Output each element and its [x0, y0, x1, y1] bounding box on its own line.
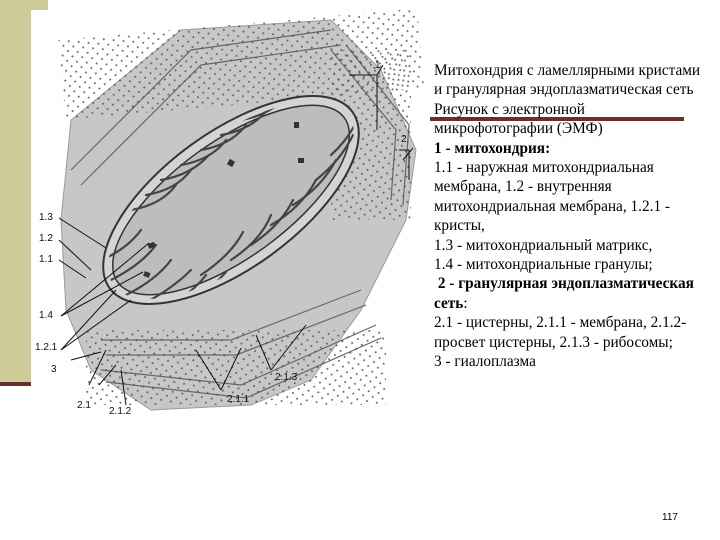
- caption-section2-heading: 2 - гранулярная эндоплазматическая сеть: [434, 275, 694, 312]
- mitochondria-illustration: [31, 10, 427, 435]
- label-1-1: 1.1: [39, 254, 53, 265]
- label-3: 3: [51, 364, 57, 375]
- label-1-4: 1.4: [39, 310, 53, 321]
- label-1: 1: [375, 60, 381, 71]
- label-2-1-1: 2.1.1: [227, 394, 250, 405]
- caption-section3-text: 3 - гиалоплазма: [434, 353, 536, 371]
- figure-caption: [434, 61, 706, 372]
- caption-section2: [434, 274, 706, 313]
- caption-section1-text: 1.1 - наружная митохондриальная мембрана, 1.2 - внутренняя митохондриальная мембрана, 1.2.1 - кристы,: [434, 159, 671, 235]
- label-1-2: 1.2: [39, 233, 53, 244]
- caption-section1-text2: 1.3 - митохондриальный матрикс,: [434, 236, 653, 254]
- caption-section2-text: 2.1 - цистерны, 2.1.1 - мембрана, 2.1.2- просвет цистерны, 2.1.3 - рибосомы;: [434, 314, 687, 351]
- caption-subtitle: Рисунок с электронной микрофотографии (ЭМФ): [434, 100, 603, 138]
- label-2-1-3: 2.1.3: [275, 372, 298, 383]
- caption-section2-colon: :: [463, 294, 468, 312]
- label-1-3: 1.3: [39, 212, 53, 223]
- label-1-2-1: 1.2.1: [35, 342, 58, 353]
- label-2-1: 2.1: [77, 400, 91, 411]
- caption-section1-heading: 1 - митохондрия:: [434, 139, 551, 157]
- page-number: 117: [662, 512, 678, 523]
- label-2: 2: [401, 134, 407, 145]
- caption-section1-text3: 1.4 - митохондриальные гранулы;: [434, 256, 653, 274]
- caption-title: Митохондрия с ламеллярными кристами и гранулярная эндоплазматическая сеть: [434, 62, 701, 99]
- label-2-1-2: 2.1.2: [109, 406, 132, 417]
